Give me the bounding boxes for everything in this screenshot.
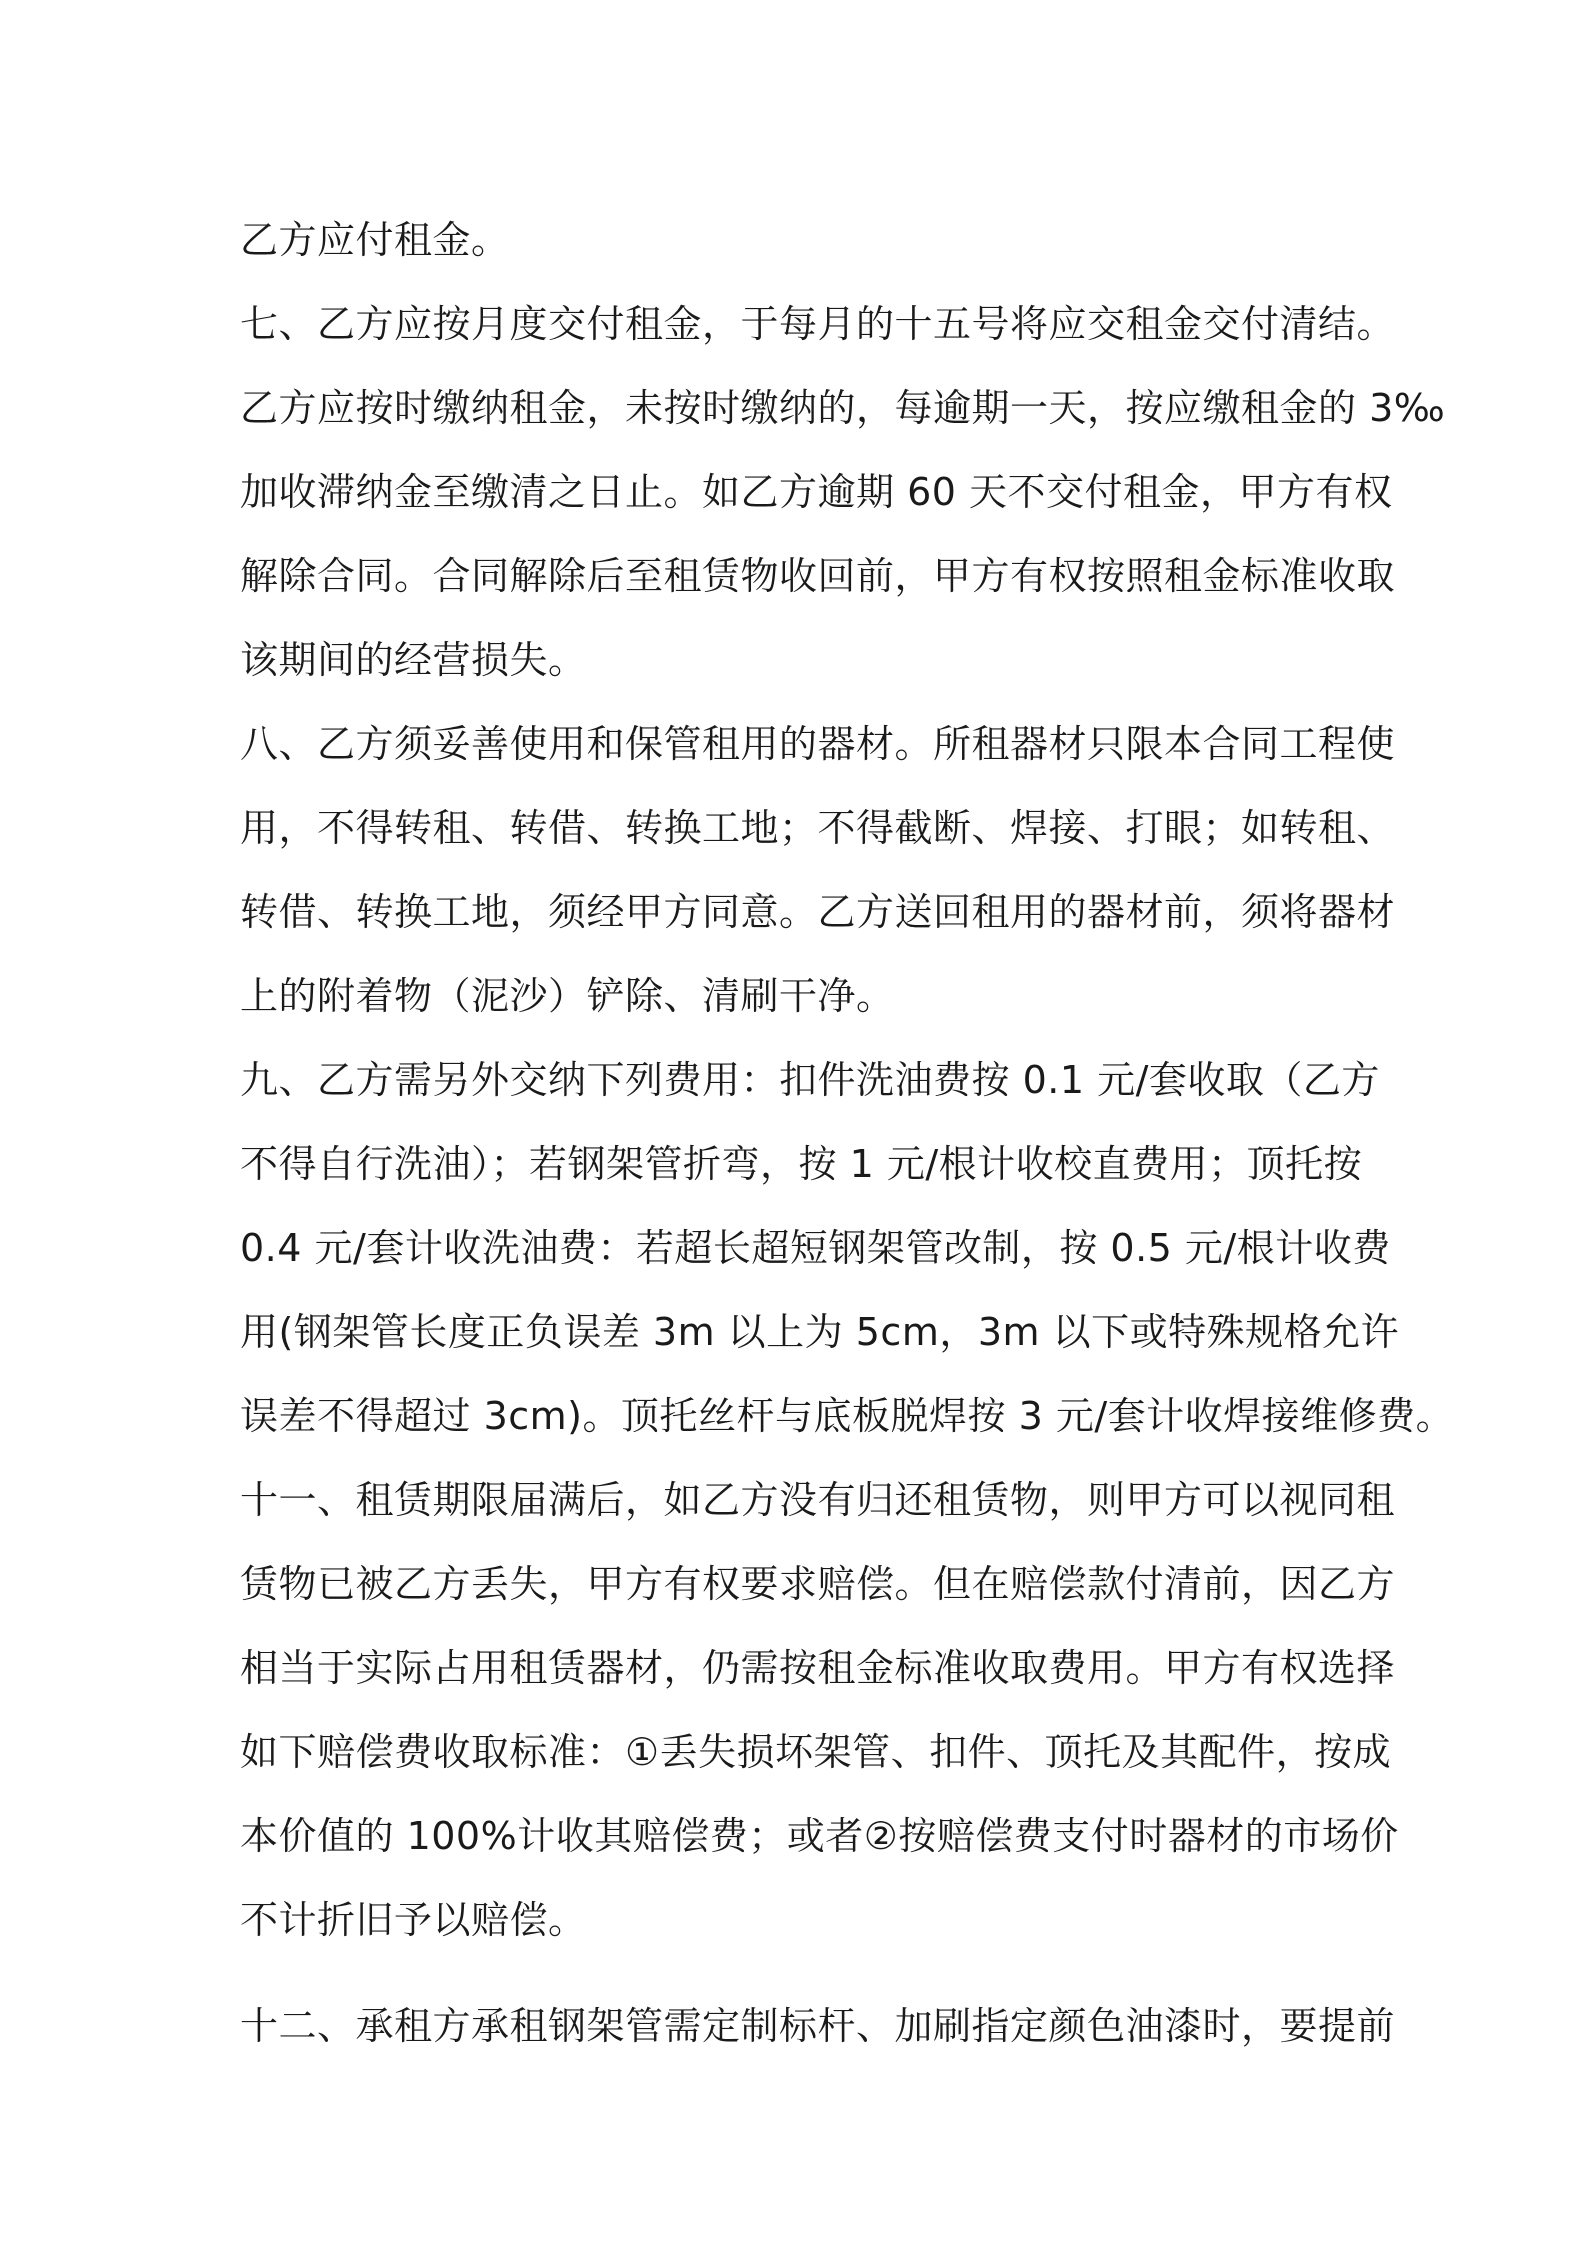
text-line: 该期间的经营损失。: [240, 638, 587, 682]
text-line: 七、乙方应按月度交付租金，于每月的十五号将应交租金交付清结。: [240, 302, 1396, 346]
text-line: 十二、承租方承租钢架管需定制标杆、加刷指定颜色油漆时，要提前: [240, 2004, 1396, 2048]
document-body: [240, 198, 1455, 2068]
paragraph-gap: [240, 1962, 1370, 1984]
text-line: 乙方应付租金。: [240, 218, 510, 262]
text-line: 不计折旧予以赔偿。: [240, 1898, 587, 1942]
text-line: 用，不得转租、转借、转换工地；不得截断、焊接、打眼；如转租、: [240, 806, 1396, 850]
text-line: 0.4 元/套计收洗油费：若超长超短钢架管改制，按 0.5 元/根计收费: [240, 1226, 1391, 1270]
text-line: 用(钢架管长度正负误差 3m 以上为 5cm，3m 以下或特殊规格允许: [240, 1310, 1400, 1354]
text-line: 上的附着物（泥沙）铲除、清刷干净。: [240, 974, 895, 1018]
text-line: 十一、租赁期限届满后，如乙方没有归还租赁物，则甲方可以视同租: [240, 1478, 1396, 1522]
text-line: 转借、转换工地，须经甲方同意。乙方送回租用的器材前，须将器材: [240, 890, 1396, 934]
text-line: 加收滞纳金至缴清之日止。如乙方逾期 60 天不交付租金，甲方有权: [240, 470, 1393, 514]
text-line: 误差不得超过 3cm)。顶托丝杆与底板脱焊按 3 元/套计收焊接维修费。: [240, 1394, 1455, 1438]
text-line: 赁物已被乙方丢失，甲方有权要求赔偿。但在赔偿款付清前，因乙方: [240, 1562, 1396, 1606]
text-line: 本价值的 100%计收其赔偿费；或者②按赔偿费支付时器材的市场价: [240, 1814, 1399, 1858]
text-line: 八、乙方须妥善使用和保管租用的器材。所租器材只限本合同工程使: [240, 722, 1396, 766]
text-line: 不得自行洗油）；若钢架管折弯，按 1 元/根计收校直费用；顶托按: [240, 1142, 1363, 1186]
text-line: 乙方应按时缴纳租金，未按时缴纳的，每逾期一天，按应缴租金的 3‰: [240, 386, 1446, 430]
text-line: 如下赔偿费收取标准：①丢失损坏架管、扣件、顶托及其配件，按成: [240, 1730, 1392, 1774]
text-line: 相当于实际占用租赁器材，仍需按租金标准收取费用。甲方有权选择: [240, 1646, 1396, 1690]
text-line: 解除合同。合同解除后至租赁物收回前，甲方有权按照租金标准收取: [240, 554, 1396, 598]
text-line: 九、乙方需另外交纳下列费用：扣件洗油费按 0.1 元/套收取（乙方: [240, 1058, 1380, 1102]
